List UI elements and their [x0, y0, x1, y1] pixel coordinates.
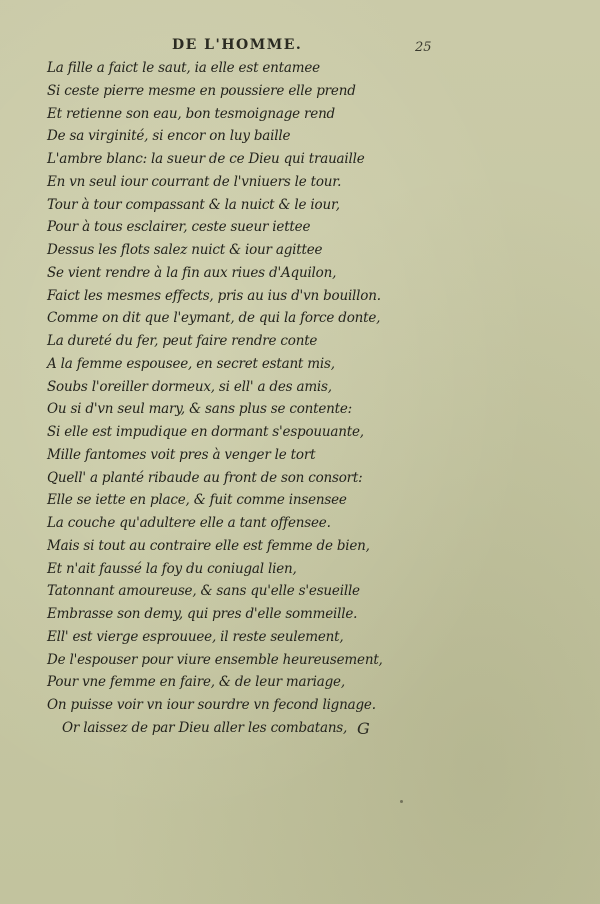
- verse-text: [47, 57, 567, 740]
- verse-line: La fille a faict le saut, ia elle est entamee: [47, 60, 320, 76]
- signature-mark: G: [357, 719, 370, 738]
- verse-line: L'ambre blanc: la sueur de ce Dieu qui trauaille: [47, 151, 365, 167]
- running-head: DE L'HOMME.: [172, 37, 303, 53]
- verse-line: Mais si tout au contraire elle est femme de bien,: [47, 537, 370, 554]
- paper-speck: [400, 800, 403, 803]
- verse-line: Elle se iette en place, & fuit comme insensee: [47, 492, 347, 509]
- verse-line: Si elle est impudique en dormant s'espouuante,: [47, 424, 364, 440]
- verse-line: Pour vne femme en faire, & de leur mariage,: [47, 674, 345, 691]
- verse-line: Ell' est vierge esprouuee, il reste seulement,: [47, 628, 344, 645]
- verse-line: Dessus les flots salez nuict & iour agittee: [47, 242, 323, 258]
- verse-line: Embrasse son demy, qui pres d'elle sommeille.: [47, 606, 358, 622]
- verse-line: Faict les mesmes effects, pris au ius d'vn bouillon.: [47, 287, 381, 304]
- verse-line: La dureté du fer, peut faire rendre conte: [47, 333, 318, 349]
- verse-line: De l'espouser pour viure ensemble heureusement,: [47, 651, 383, 668]
- folio-number: 25: [415, 40, 432, 55]
- verse-line: La couche qu'adultere elle a tant offensee.: [47, 515, 331, 531]
- verse-line: Se vient rendre à la fin aux riues d'Aquilon,: [47, 264, 337, 281]
- verse-line: A la femme espousee, en secret estant mis,: [47, 355, 335, 372]
- verse-line-indented: Or laissez de par Dieu aller les combatans,: [62, 719, 348, 736]
- verse-line: Ou si d'vn seul mary, & sans plus se contente:: [47, 401, 353, 418]
- verse-line: En vn seul iour courrant de l'vniuers le tour.: [47, 173, 342, 190]
- verse-line: Soubs l'oreiller dormeux, si ell' a des amis,: [47, 378, 332, 395]
- verse-line: De sa virginité, si encor on luy baille: [47, 128, 291, 145]
- verse-line: Pour à tous esclairer, ceste sueur iettee: [47, 219, 311, 236]
- verse-line: Mille fantomes voit pres à venger le tort: [47, 446, 316, 463]
- verse-line: Si ceste pierre mesme en poussiere elle prend: [47, 82, 356, 99]
- verse-line: Tour à tour compassant & la nuict & le iour,: [47, 196, 340, 213]
- verse-line: On puisse voir vn iour sourdre vn fecond lignage.: [47, 697, 376, 713]
- verse-line: Comme on dit que l'eymant, de qui la force donte,: [47, 310, 381, 327]
- verse-line: Quell' a planté ribaude au front de son consort:: [47, 469, 363, 486]
- verse-line: Et retienne son eau, bon tesmoignage rend: [47, 105, 336, 122]
- verse-line: Tatonnant amoureuse, & sans qu'elle s'esueille: [47, 583, 360, 600]
- verse-line: Et n'ait faussé la foy du coniugal lien,: [47, 560, 297, 577]
